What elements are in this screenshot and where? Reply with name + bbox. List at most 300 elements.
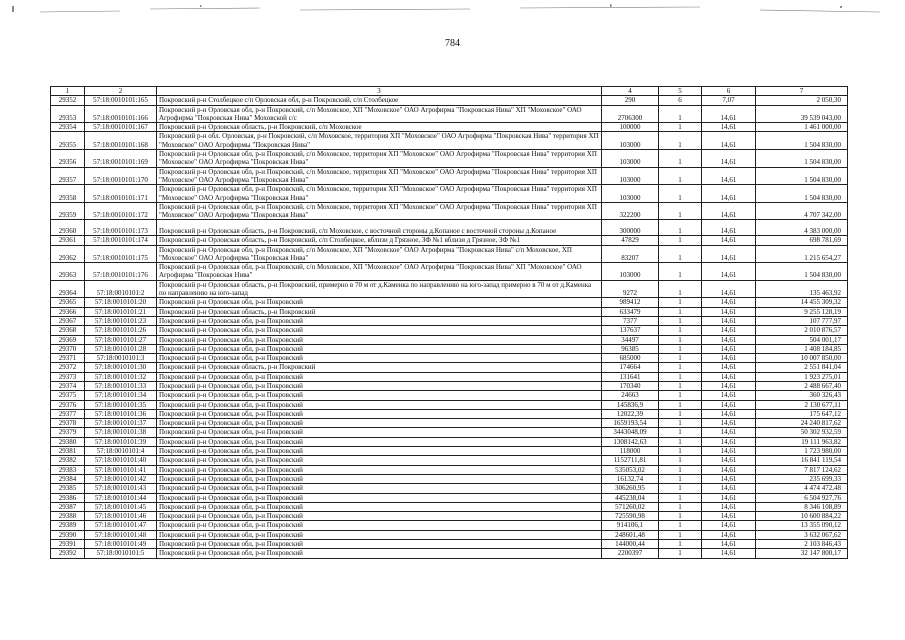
area-cell: 145836,9 [602, 400, 659, 409]
cadastral-number-cell: 57:18:0010101:34 [85, 391, 157, 400]
table-row [51, 437, 848, 446]
col-header: 6 [702, 87, 756, 96]
address-cell: Покровский р-н Орловская обл, р-н Покровский, с/п Моховское, территория ХП "Моховское" ОАО Агрофирма "Покровская Нива" территория ХП "Моховское" ОАО Агрофирма "Покровская Нива" [157, 185, 602, 203]
value-cell: 1 504 830,00 [756, 185, 848, 203]
rate-cell: 14,61 [702, 335, 756, 344]
area-cell: 290 [602, 96, 659, 105]
row-number-cell: 29369 [51, 335, 85, 344]
rate-cell: 14,61 [702, 167, 756, 185]
address-cell: Покровский р-н Орловская обл, р-н Покровский [157, 447, 602, 456]
cadastral-number-cell: 57:18:0010101:32 [85, 372, 157, 381]
table-row [51, 298, 848, 307]
rate-cell: 14,61 [702, 280, 756, 298]
table-row [51, 220, 848, 236]
address-cell: Покровский р-н Орловская обл, р-н Покровский, с/п Моховское, территория ХП "Моховское" ОАО Агрофирма "Покровская Нива" территория ХП "Моховское" ОАО Агрофирма "Покровская Нива" [157, 202, 602, 220]
rate-cell: 14,61 [702, 512, 756, 521]
value-cell: 2 551 841,04 [756, 363, 848, 372]
quantity-cell: 1 [659, 316, 702, 325]
rate-cell: 14,61 [702, 123, 756, 132]
row-number-cell: 29373 [51, 372, 85, 381]
land-register-table [50, 86, 848, 559]
cadastral-number-cell: 57:18:0010101:39 [85, 437, 157, 446]
area-cell: 1659193,54 [602, 419, 659, 428]
value-cell: 39 539 043,00 [756, 105, 848, 123]
quantity-cell: 1 [659, 150, 702, 168]
address-cell: Покровский р-н Орловская обл, р-н Покровский [157, 298, 602, 307]
area-cell: 248601,48 [602, 530, 659, 539]
row-number-cell: 29388 [51, 512, 85, 521]
rate-cell: 14,61 [702, 465, 756, 474]
row-number-cell: 29370 [51, 344, 85, 353]
quantity-cell: 1 [659, 326, 702, 335]
quantity-cell: 1 [659, 456, 702, 465]
row-number-cell: 29389 [51, 521, 85, 530]
area-cell: 12022,39 [602, 409, 659, 418]
area-cell: 131641 [602, 372, 659, 381]
address-cell: Покровский р-н Орловская обл, р-н Покровский [157, 382, 602, 391]
scan-noise-strip [0, 0, 905, 18]
area-cell: 100000 [602, 123, 659, 132]
address-cell: Покровский р-н Орловская обл, р-н Покровский [157, 493, 602, 502]
address-cell: Покровский р-н Орловская область, р-н Покровский, с/п Моховское [157, 123, 602, 132]
quantity-cell: 1 [659, 400, 702, 409]
rate-cell: 14,61 [702, 521, 756, 530]
cadastral-number-cell: 57:18:0010101:175 [85, 245, 157, 263]
value-cell: 1 408 184,85 [756, 344, 848, 353]
table-row [51, 474, 848, 483]
table-row [51, 549, 848, 558]
table-row [51, 382, 848, 391]
area-cell: 137637 [602, 326, 659, 335]
quantity-cell: 1 [659, 245, 702, 263]
table-row [51, 132, 848, 150]
row-number-cell: 29364 [51, 280, 85, 298]
value-cell: 4 383 000,00 [756, 220, 848, 236]
rate-cell: 14,61 [702, 382, 756, 391]
quantity-cell: 1 [659, 298, 702, 307]
row-number-cell: 29367 [51, 316, 85, 325]
address-cell: Покровский р-н обл. Орловская, р-н Покровский, с/п Моховское, территория ХП "Моховское" ОАО Агрофирма "Покровская Нива" территория ХП "Моховское" ОАО Агрофирмы "Покровская Нива" [157, 132, 602, 150]
quantity-cell: 1 [659, 335, 702, 344]
table-row [51, 363, 848, 372]
rate-cell: 14,61 [702, 493, 756, 502]
address-cell: Покровский р-н Орловская обл, р-н Покровский, с/п Моховское, ХП "Моховское" ОАО Агрофирма "Покровская Нива" с/п Моховское, ХП "Моховское" ОАО Агрофирма "Покровская Нива" [157, 245, 602, 263]
rate-cell: 14,61 [702, 344, 756, 353]
value-cell: 1 504 830,00 [756, 167, 848, 185]
value-cell: 107 777,97 [756, 316, 848, 325]
rate-cell: 14,61 [702, 540, 756, 549]
quantity-cell: 1 [659, 363, 702, 372]
row-number-cell: 29357 [51, 167, 85, 185]
rate-cell: 14,61 [702, 245, 756, 263]
cadastral-number-cell: 57:18:0010101:48 [85, 530, 157, 539]
address-cell: Покровский р-н Орловская обл, р-н Покровский [157, 354, 602, 363]
table-row [51, 354, 848, 363]
cadastral-number-cell: 57:18:0010101:169 [85, 150, 157, 168]
area-cell: 725590,98 [602, 512, 659, 521]
area-cell: 3443048,09 [602, 428, 659, 437]
table-row [51, 484, 848, 493]
table-row [51, 372, 848, 381]
rate-cell: 14,61 [702, 474, 756, 483]
cadastral-number-cell: 57:18:0010101:4 [85, 447, 157, 456]
row-number-cell: 29361 [51, 236, 85, 245]
rate-cell: 14,61 [702, 298, 756, 307]
col-header: 1 [51, 87, 85, 96]
rate-cell: 14,61 [702, 316, 756, 325]
cadastral-number-cell: 57:18:0010101:33 [85, 382, 157, 391]
row-number-cell: 29391 [51, 540, 85, 549]
row-number-cell: 29374 [51, 382, 85, 391]
value-cell: 4 474 472,48 [756, 484, 848, 493]
table-row [51, 465, 848, 474]
area-cell: 9272 [602, 280, 659, 298]
address-cell: Покровский р-н Орловская обл, р-н Покровский [157, 437, 602, 446]
col-header: 3 [157, 87, 602, 96]
value-cell: 1 504 830,00 [756, 150, 848, 168]
address-cell: Покровский р-н Орловская обл, р-н Покровский [157, 512, 602, 521]
cadastral-number-cell: 57:18:0010101:3 [85, 354, 157, 363]
area-cell: 103000 [602, 263, 659, 281]
cadastral-number-cell: 57:18:0010101:36 [85, 409, 157, 418]
address-cell: Покровский р-н Орловская область, р-н Покровский, с/п Моховское, с восточной стороны д.Копаное с восточной стороны д.Копаное [157, 220, 602, 236]
quantity-cell: 6 [659, 96, 702, 105]
rate-cell: 14,61 [702, 419, 756, 428]
quantity-cell: 1 [659, 202, 702, 220]
cadastral-number-cell: 57:18:0010101:38 [85, 428, 157, 437]
address-cell: Покровский р-н Орловская обл, р-н Покровский [157, 428, 602, 437]
rate-cell: 14,61 [702, 105, 756, 123]
row-number-cell: 29362 [51, 245, 85, 263]
area-cell: 34497 [602, 335, 659, 344]
quantity-cell: 1 [659, 419, 702, 428]
address-cell: Покровский р-н Орловская обл, р-н Покровский [157, 474, 602, 483]
cadastral-number-cell: 57:18:0010101:173 [85, 220, 157, 236]
value-cell: 2 130 677,11 [756, 400, 848, 409]
row-number-cell: 29355 [51, 132, 85, 150]
table-row [51, 391, 848, 400]
area-cell: 103000 [602, 167, 659, 185]
table-row [51, 521, 848, 530]
table-row [51, 150, 848, 168]
cadastral-number-cell: 57:18:0010101:167 [85, 123, 157, 132]
address-cell: Покровский р-н Орловская обл, р-н Покровский [157, 326, 602, 335]
rate-cell: 14,61 [702, 437, 756, 446]
row-number-cell: 29360 [51, 220, 85, 236]
area-cell: 1308142,63 [602, 437, 659, 446]
table-row [51, 428, 848, 437]
quantity-cell: 1 [659, 512, 702, 521]
table-row [51, 245, 848, 263]
address-cell: Покровский р-н Орловская обл, р-н Покровский, с/п Моховское, ХП "Моховское" ОАО Агрофирма "Покровская Нива" ХП "Моховское" ОАО Агрофирма "Покровская Нива" [157, 263, 602, 281]
area-cell: 7377 [602, 316, 659, 325]
address-cell: Покровский р-н Орловская обл, р-н Покровский [157, 316, 602, 325]
cadastral-number-cell: 57:18:0010101:5 [85, 549, 157, 558]
rate-cell: 14,61 [702, 202, 756, 220]
quantity-cell: 1 [659, 307, 702, 316]
page-number: 784 [445, 38, 460, 49]
table-row [51, 280, 848, 298]
value-cell: 360 326,43 [756, 391, 848, 400]
address-cell: Покровский р-н Орловская область, р-н Покровский [157, 363, 602, 372]
cadastral-number-cell: 57:18:0010101:23 [85, 316, 157, 325]
address-cell: Покровский р-н Орловская обл, р-н Покровский [157, 502, 602, 511]
row-number-cell: 29387 [51, 502, 85, 511]
rate-cell: 14,61 [702, 400, 756, 409]
value-cell: 9 255 128,19 [756, 307, 848, 316]
area-cell: 571260,02 [602, 502, 659, 511]
cadastral-number-cell: 57:18:0010101:2 [85, 280, 157, 298]
table-row [51, 502, 848, 511]
rate-cell: 14,61 [702, 326, 756, 335]
area-cell: 83207 [602, 245, 659, 263]
address-cell: Покровский р-н Орловская обл, р-н Покровский [157, 335, 602, 344]
area-cell: 170340 [602, 382, 659, 391]
address-cell: Покровский р-н Орловская обл, р-н Покровский, с/п Моховское, ХП "Моховское" ОАО Агрофирма "Покровская Нива" ХП "Моховское" ОАО Агрофирма "Покровская Нива" Моховской с/с [157, 105, 602, 123]
cadastral-number-cell: 57:18:0010101:176 [85, 263, 157, 281]
cadastral-number-cell: 57:18:0010101:30 [85, 363, 157, 372]
row-number-cell: 29358 [51, 185, 85, 203]
cadastral-number-cell: 57:18:0010101:41 [85, 465, 157, 474]
row-number-cell: 29368 [51, 326, 85, 335]
value-cell: 2 010 876,57 [756, 326, 848, 335]
row-number-cell: 29380 [51, 437, 85, 446]
value-cell: 32 147 800,17 [756, 549, 848, 558]
row-number-cell: 29384 [51, 474, 85, 483]
address-cell: Покровский р-н Столбецкое с/п Орловская обл, р-н Покровский, с/п Столбецкое [157, 96, 602, 105]
row-number-cell: 29363 [51, 263, 85, 281]
quantity-cell: 1 [659, 474, 702, 483]
quantity-cell: 1 [659, 391, 702, 400]
rate-cell: 14,61 [702, 363, 756, 372]
quantity-cell: 1 [659, 447, 702, 456]
table-row [51, 540, 848, 549]
quantity-cell: 1 [659, 484, 702, 493]
col-header: 4 [602, 87, 659, 96]
rate-cell: 14,61 [702, 263, 756, 281]
row-number-cell: 29371 [51, 354, 85, 363]
area-cell: 103000 [602, 185, 659, 203]
cadastral-number-cell: 57:18:0010101:168 [85, 132, 157, 150]
address-cell: Покровский р-н Орловская обл, р-н Покровский, с/п Моховское, территория ХП "Моховское" ОАО Агрофирма "Покровская Нива" территория ХП "Моховское" ОАО Агрофирма "Покровская Нива" [157, 167, 602, 185]
cadastral-number-cell: 57:18:0010101:46 [85, 512, 157, 521]
cadastral-number-cell: 57:18:0010101:20 [85, 298, 157, 307]
rate-cell: 14,61 [702, 409, 756, 418]
value-cell: 1 504 830,00 [756, 132, 848, 150]
quantity-cell: 1 [659, 493, 702, 502]
quantity-cell: 1 [659, 540, 702, 549]
rate-cell: 14,61 [702, 354, 756, 363]
row-number-cell: 29379 [51, 428, 85, 437]
area-cell: 118000 [602, 447, 659, 456]
address-cell: Покровский р-н Орловская обл, р-н Покровский, с/п Моховское, территория ХП "Моховское" ОАО Агрофирма "Покровская Нива" территория ХП "Моховское" ОАО Агрофирма "Покровская Нива" [157, 150, 602, 168]
row-number-cell: 29354 [51, 123, 85, 132]
cadastral-number-cell: 57:18:0010101:165 [85, 96, 157, 105]
value-cell: 1 504 830,00 [756, 263, 848, 281]
area-cell: 685000 [602, 354, 659, 363]
quantity-cell: 1 [659, 372, 702, 381]
row-number-cell: 29375 [51, 391, 85, 400]
table-row [51, 263, 848, 281]
quantity-cell: 1 [659, 105, 702, 123]
quantity-cell: 1 [659, 263, 702, 281]
rate-cell: 14,61 [702, 428, 756, 437]
table-row [51, 105, 848, 123]
table-row [51, 316, 848, 325]
cadastral-number-cell: 57:18:0010101:44 [85, 493, 157, 502]
address-cell: Покровский р-н Орловская обл, р-н Покровский [157, 372, 602, 381]
value-cell: 6 504 927,76 [756, 493, 848, 502]
row-number-cell: 29352 [51, 96, 85, 105]
rate-cell: 14,61 [702, 549, 756, 558]
cadastral-number-cell: 57:18:0010101:43 [85, 484, 157, 493]
cadastral-number-cell: 57:18:0010101:40 [85, 456, 157, 465]
table-header-row [51, 87, 848, 96]
col-header: 7 [756, 87, 848, 96]
area-cell: 445238,04 [602, 493, 659, 502]
value-cell: 50 302 932,59 [756, 428, 848, 437]
value-cell: 1 461 000,00 [756, 123, 848, 132]
area-cell: 96385 [602, 344, 659, 353]
cadastral-number-cell: 57:18:0010101:21 [85, 307, 157, 316]
value-cell: 16 841 119,54 [756, 456, 848, 465]
area-cell: 306260,95 [602, 484, 659, 493]
table-row [51, 202, 848, 220]
rate-cell: 14,61 [702, 530, 756, 539]
table-row [51, 409, 848, 418]
rate-cell: 14,61 [702, 502, 756, 511]
value-cell: 24 240 817,62 [756, 419, 848, 428]
quantity-cell: 1 [659, 409, 702, 418]
value-cell: 698 781,69 [756, 236, 848, 245]
table-row [51, 400, 848, 409]
area-cell: 914106,1 [602, 521, 659, 530]
address-cell: Покровский р-н Орловская обл, р-н Покровский [157, 521, 602, 530]
address-cell: Покровский р-н Орловская обл, р-н Покровский [157, 409, 602, 418]
col-header: 2 [85, 87, 157, 96]
table-row [51, 530, 848, 539]
value-cell: 2 050,30 [756, 96, 848, 105]
table-row [51, 512, 848, 521]
table-row [51, 419, 848, 428]
table-row [51, 185, 848, 203]
cadastral-number-cell: 57:18:0010101:42 [85, 474, 157, 483]
quantity-cell: 1 [659, 280, 702, 298]
value-cell: 175 647,12 [756, 409, 848, 418]
address-cell: Покровский р-н Орловская обл, р-н Покровский [157, 456, 602, 465]
quantity-cell: 1 [659, 428, 702, 437]
quantity-cell: 1 [659, 382, 702, 391]
table-row [51, 493, 848, 502]
area-cell: 989412 [602, 298, 659, 307]
quantity-cell: 1 [659, 123, 702, 132]
address-cell: Покровский р-н Орловская обл, р-н Покровский [157, 549, 602, 558]
value-cell: 2 103 846,43 [756, 540, 848, 549]
rate-cell: 14,61 [702, 150, 756, 168]
quantity-cell: 1 [659, 185, 702, 203]
row-number-cell: 29353 [51, 105, 85, 123]
quantity-cell: 1 [659, 344, 702, 353]
row-number-cell: 29385 [51, 484, 85, 493]
table-row [51, 335, 848, 344]
value-cell: 10 600 884,22 [756, 512, 848, 521]
area-cell: 144000,44 [602, 540, 659, 549]
area-cell: 1152711,81 [602, 456, 659, 465]
rate-cell: 14,61 [702, 307, 756, 316]
value-cell: 2 488 667,40 [756, 382, 848, 391]
cadastral-number-cell: 57:18:0010101:49 [85, 540, 157, 549]
rate-cell: 14,61 [702, 447, 756, 456]
address-cell: Покровский р-н Орловская обл, р-н Покровский [157, 400, 602, 409]
quantity-cell: 1 [659, 236, 702, 245]
cadastral-number-cell: 57:18:0010101:47 [85, 521, 157, 530]
value-cell: 10 007 850,00 [756, 354, 848, 363]
quantity-cell: 1 [659, 167, 702, 185]
cadastral-number-cell: 57:18:0010101:45 [85, 502, 157, 511]
address-cell: Покровский р-н Орловская обл, р-н Покровский [157, 391, 602, 400]
value-cell: 3 632 067,62 [756, 530, 848, 539]
row-number-cell: 29365 [51, 298, 85, 307]
cadastral-number-cell: 57:18:0010101:28 [85, 344, 157, 353]
row-number-cell: 29366 [51, 307, 85, 316]
area-cell: 24663 [602, 391, 659, 400]
cadastral-number-cell: 57:18:0010101:171 [85, 185, 157, 203]
row-number-cell: 29372 [51, 363, 85, 372]
area-cell: 300000 [602, 220, 659, 236]
row-number-cell: 29386 [51, 493, 85, 502]
row-number-cell: 29381 [51, 447, 85, 456]
rate-cell: 14,61 [702, 236, 756, 245]
cadastral-number-cell: 57:18:0010101:174 [85, 236, 157, 245]
rate-cell: 14,61 [702, 391, 756, 400]
area-cell: 2706300 [602, 105, 659, 123]
rate-cell: 14,61 [702, 220, 756, 236]
row-number-cell: 29383 [51, 465, 85, 474]
address-cell: Покровский р-н Орловская обл, р-н Покровский [157, 465, 602, 474]
cadastral-number-cell: 57:18:0010101:35 [85, 400, 157, 409]
quantity-cell: 1 [659, 354, 702, 363]
area-cell: 47829 [602, 236, 659, 245]
cadastral-number-cell: 57:18:0010101:37 [85, 419, 157, 428]
area-cell: 16132,74 [602, 474, 659, 483]
quantity-cell: 1 [659, 549, 702, 558]
cadastral-number-cell: 57:18:0010101:166 [85, 105, 157, 123]
row-number-cell: 29377 [51, 409, 85, 418]
address-cell: Покровский р-н Орловская область, р-н Покровский, примерно в 70 м от д.Каменка по направлению на юго-запад примерно в 70 м от д.Каменка по направлению на юго-запад [157, 280, 602, 298]
address-cell: Покровский р-н Орловская область, р-н Покровский [157, 307, 602, 316]
quantity-cell: 1 [659, 530, 702, 539]
cadastral-number-cell: 57:18:0010101:172 [85, 202, 157, 220]
row-number-cell: 29378 [51, 419, 85, 428]
value-cell: 1 723 980,00 [756, 447, 848, 456]
address-cell: Покровский р-н Орловская обл, р-н Покровский [157, 484, 602, 493]
quantity-cell: 1 [659, 220, 702, 236]
address-cell: Покровский р-н Орловская обл, р-н Покровский [157, 530, 602, 539]
cadastral-number-cell: 57:18:0010101:27 [85, 335, 157, 344]
row-number-cell: 29356 [51, 150, 85, 168]
rate-cell: 14,61 [702, 484, 756, 493]
col-header: 5 [659, 87, 702, 96]
value-cell: 14 455 309,32 [756, 298, 848, 307]
value-cell: 135 463,92 [756, 280, 848, 298]
table-row [51, 123, 848, 132]
area-cell: 633479 [602, 307, 659, 316]
value-cell: 4 707 342,00 [756, 202, 848, 220]
table-row [51, 326, 848, 335]
address-cell: Покровский р-н Орловская область, р-н Покровский, с/п Столбецкое, вблизи д Грязное, ЗФ №1 вблизи д Грязное, ЗФ №1 [157, 236, 602, 245]
row-number-cell: 29392 [51, 549, 85, 558]
quantity-cell: 1 [659, 502, 702, 511]
